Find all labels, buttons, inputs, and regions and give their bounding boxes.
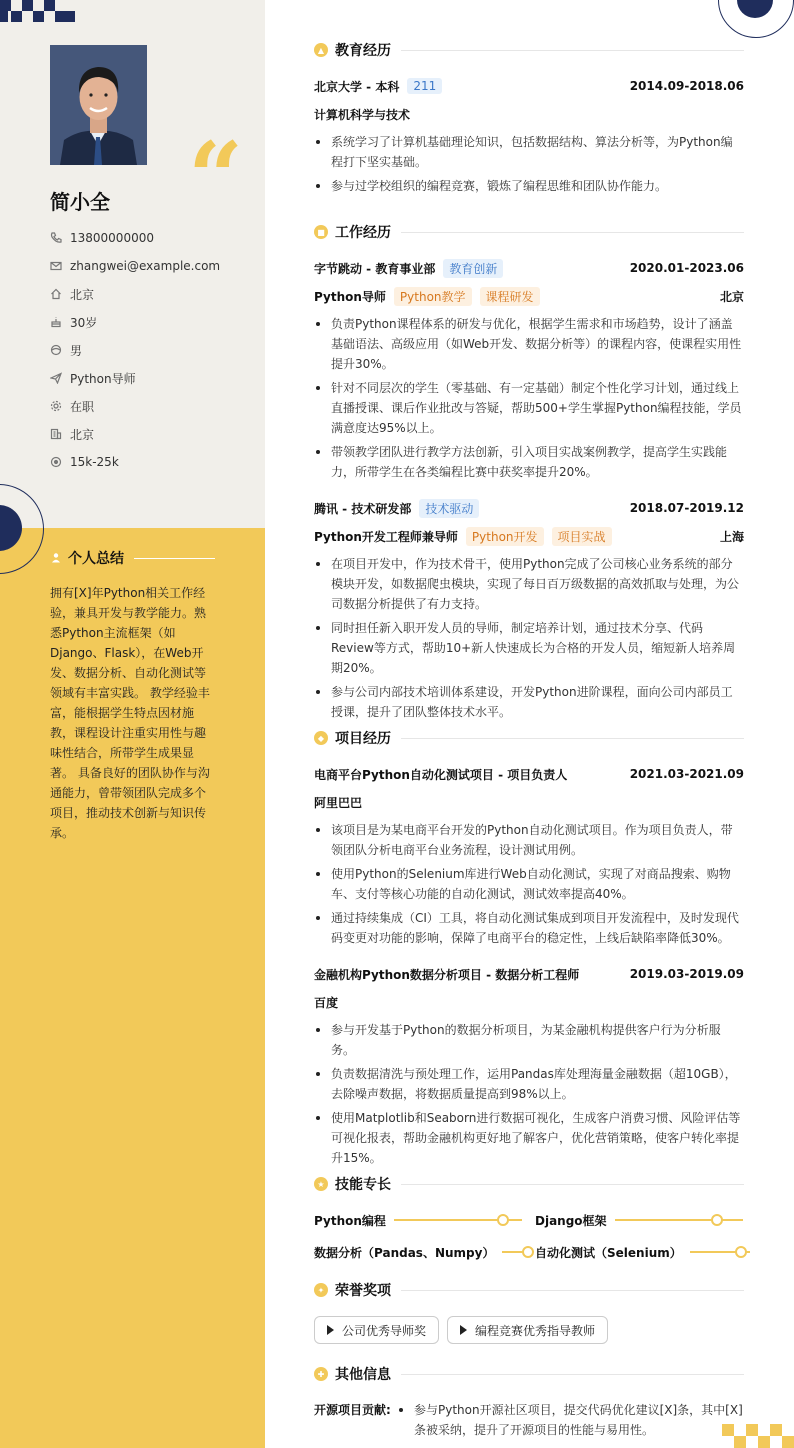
person-icon (50, 552, 62, 564)
project-row (314, 964, 744, 984)
skill-bar (615, 1219, 743, 1221)
job-role-row (314, 526, 744, 546)
job-bullets (314, 554, 744, 726)
send-icon (50, 372, 62, 384)
summary-text: 拥有[X]年Python相关工作经验，兼具开发与教学能力。熟悉Python主流框架（如Django、Flask），在Web开发、数据分析、自动化测试等领域有丰富实践。 教学经验丰富，能根据学生特点因材施教，课程设计注重实用性与趣味性结合，所带学生成果显著。 具备良好的团队协作与沟通能力，曾带领团队完成多个项目，推动技术创新与知识传承。 (50, 586, 210, 840)
home-icon (50, 288, 62, 300)
job-date: 2020.01-2023.06 (629, 261, 744, 275)
list-item: 在项目开发中，作为技术骨干，使用Python完成了公司核心业务系统的部分模块开发，如数据爬虫模块，实现了每日百万级数据的高效抓取与处理，为公司数据分析提供了有力支持。 (314, 554, 744, 614)
gear-icon (50, 400, 62, 412)
list-item: 使用Python的Selenium库进行Web自动化测试，实现了对商品搜索、购物车、支付等核心功能的自动化测试，测试效率提高40%。 (314, 864, 744, 904)
other-label: 开源项目贡献: (314, 1403, 391, 1417)
contact-phone: 13800000000 (50, 224, 220, 252)
list-item: 通过持续集成（CI）工具，将自动化测试集成到项目开发流程中，及时发现代码变更对功能的影响，保障了电商平台的稳定性，上线后缺陷率降低30%。 (314, 908, 744, 948)
checker-decoration (0, 0, 80, 24)
awards-heading: ✦ 荣誉奖项 (314, 1280, 744, 1300)
list-item: 同时担任新入职开发人员的导师，制定培养计划，通过技术分享、代码Review等方式，帮助10+新人快速成长为合格的开发人员，缩短新人培养周期20%。 (314, 618, 744, 678)
company-tag: 技术驱动 (419, 499, 479, 518)
award-item: 编程竞赛优秀指导教师 (447, 1316, 608, 1344)
other-bullets (397, 1400, 744, 1444)
contact-gender: 男 (50, 336, 220, 364)
skill-automation: 自动化测试（Selenium） (535, 1242, 750, 1262)
job-row (314, 258, 744, 278)
education-row (314, 76, 744, 96)
project-org: 阿里巴巴 (314, 795, 363, 810)
job-role-row (314, 286, 744, 306)
salary-icon (50, 456, 62, 468)
skill-level-knob (522, 1246, 534, 1258)
avatar (50, 45, 147, 165)
phone-icon (50, 232, 62, 244)
project-bullets (314, 1020, 744, 1172)
project-bullets (314, 820, 744, 952)
role-tag: Python教学 (394, 287, 472, 306)
project-org: 百度 (314, 995, 339, 1010)
education-bullets (314, 132, 744, 200)
contact-position: Python导师 (50, 364, 220, 392)
skill-data-analysis: 数据分析（Pandas、Numpy） (314, 1242, 532, 1262)
contact-age: 30岁 (50, 308, 220, 336)
list-item: 参与开发基于Python的数据分析项目，为某金融机构提供客户行为分析服务。 (314, 1020, 744, 1060)
gender-icon (50, 344, 62, 356)
role-tag: Python开发 (466, 527, 544, 546)
info-icon: ✚ (314, 1367, 328, 1381)
project-date: 2021.03-2021.09 (629, 767, 744, 781)
work-icon: ■ (314, 225, 328, 239)
job-city: 上海 (719, 529, 744, 544)
skill-bar (502, 1251, 532, 1253)
company-tag: 教育创新 (443, 259, 503, 278)
education-major: 计算机科学与技术 (314, 107, 411, 122)
job-bullets (314, 314, 744, 486)
skills-heading: ★ 技能专长 (314, 1174, 744, 1194)
contact-salary: 15k-25k (50, 448, 220, 476)
skill-python: Python编程 (314, 1210, 522, 1230)
quote-mark-icon: “ (188, 121, 244, 234)
contact-list (50, 224, 220, 476)
company-name: 字节跳动 - 教育事业部 (314, 261, 436, 276)
role-tag: 项目实战 (552, 527, 612, 546)
play-icon (327, 1325, 334, 1335)
play-icon (460, 1325, 467, 1335)
contact-home: 北京 (50, 280, 220, 308)
work-heading: ■ 工作经历 (314, 222, 744, 242)
contact-email: zhangwei@example.com (50, 252, 220, 280)
skill-bar (690, 1251, 750, 1253)
contact-status: 在职 (50, 392, 220, 420)
skill-level-knob (711, 1214, 723, 1226)
education-date: 2014.09-2018.06 (629, 79, 744, 93)
list-item: 负责Python课程体系的研发与优化，根据学生需求和市场趋势，设计了涵盖基础语法、高级应用（如Web开发、数据分析等）的课程内容，使课程实用性提升30%。 (314, 314, 744, 374)
list-item: 参与公司内部技术培训体系建设，开发Python进阶课程，面向公司内部员工授课，提升了团队整体技术水平。 (314, 682, 744, 722)
award-icon: ✦ (314, 1283, 328, 1297)
role-tag: 课程研发 (480, 287, 540, 306)
skill-bar (394, 1219, 522, 1221)
skill-django: Django框架 (535, 1210, 743, 1230)
project-name: 电商平台Python自动化测试项目 - 项目负责人 (314, 767, 568, 782)
building-icon (50, 428, 62, 440)
person-name: 简小全 (50, 190, 110, 214)
skill-level-knob (735, 1246, 747, 1258)
list-item: 该项目是为某电商平台开发的Python自动化测试项目。作为项目负责人，带领团队分析电商平台业务流程，设计测试用例。 (314, 820, 744, 860)
job-date: 2018.07-2019.12 (629, 501, 744, 515)
list-item: 使用Matplotlib和Seaborn进行数据可视化，生成客户消费习惯、风险评估等可视化报表，帮助金融机构更好地了解客户，优化营销策略，使客户转化率提升15%。 (314, 1108, 744, 1168)
contact-city: 北京 (50, 420, 220, 448)
projects-heading: ◆ 项目经历 (314, 728, 744, 748)
mail-icon (50, 260, 62, 272)
education-icon: ▲ (314, 43, 328, 57)
school-tag: 211 (407, 78, 442, 94)
summary-heading: 个人总结 (50, 548, 215, 568)
other-heading: ✚ 其他信息 (314, 1364, 744, 1384)
list-item: 负责数据清洗与预处理工作，运用Pandas库处理海量金融数据（超10GB），去除噪声数据，将数据质量提高到98%以上。 (314, 1064, 744, 1104)
project-date: 2019.03-2019.09 (629, 967, 744, 981)
company-name: 腾讯 - 技术研发部 (314, 501, 412, 516)
education-heading: ▲ 教育经历 (314, 40, 744, 60)
list-item: 参与Python开源社区项目，提交代码优化建议[X]条，其中[X]条被采纳，提升了开源项目的性能与易用性。 (397, 1400, 744, 1440)
cake-icon (50, 316, 62, 328)
job-city: 北京 (719, 289, 744, 304)
list-item: 针对不同层次的学生（零基础、有一定基础）制定个性化学习计划，通过线上直播授课、课后作业批改与答疑，帮助500+学生掌握Python编程技能，学员满意度达95%以上。 (314, 378, 744, 438)
skill-level-knob (497, 1214, 509, 1226)
sidebar (0, 0, 265, 1448)
job-role: Python导师 (314, 289, 386, 304)
skills-icon: ★ (314, 1177, 328, 1191)
school-name: 北京大学 - 本科 (314, 79, 400, 94)
job-row (314, 498, 744, 518)
projects-icon: ◆ (314, 731, 328, 745)
award-item: 公司优秀导师奖 (314, 1316, 439, 1344)
project-row (314, 764, 744, 784)
list-item: 带领教学团队进行教学方法创新，引入项目实战案例教学，提高学生实践能力，所带学生在各类编程比赛中获奖率提升20%。 (314, 442, 744, 482)
list-item: 参与过学校组织的编程竞赛，锻炼了编程思维和团队协作能力。 (314, 176, 744, 196)
project-name: 金融机构Python数据分析项目 - 数据分析工程师 (314, 967, 580, 982)
list-item: 系统学习了计算机基础理论知识，包括数据结构、算法分析等，为Python编程打下坚实基础。 (314, 132, 744, 172)
job-role: Python开发工程师兼导师 (314, 529, 458, 544)
